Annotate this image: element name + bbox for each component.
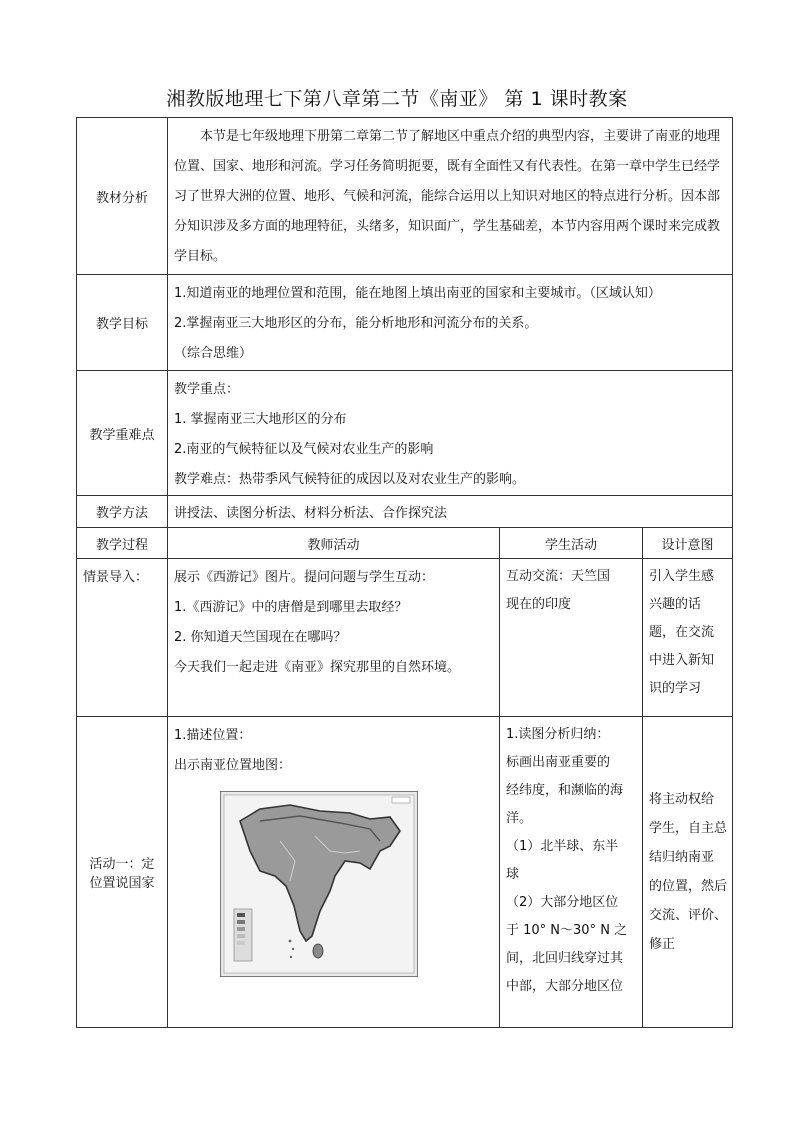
activity-one-student-line: 球 [506,867,520,882]
cell-activity-one-design [643,717,733,1028]
activity-one-student-line: 间，北回归线穿过其 [506,951,624,966]
header-teacher-activity: 教师活动 [168,528,500,559]
legend-swatch [237,934,245,938]
intro-label: 情景导入： [83,570,149,585]
cell-key-points [168,371,733,496]
cell-teaching-goals [168,275,733,371]
cell-intro-student [500,559,643,717]
key-point-line: 1. 掌握南亚三大地形区的分布 [174,412,347,427]
cell-intro-label [77,559,168,717]
intro-teacher-line: 2. 你知道天竺国现在在哪吗？ [174,630,347,645]
intro-design-line: 兴趣的话 [649,597,702,612]
row-textbook-analysis [77,118,733,275]
row-teaching-goals [77,275,733,371]
activity-one-student-line: 标画出南亚重要的 [506,755,611,770]
activity-one-student-line: 中部，大部分地区位 [506,979,624,994]
activity-one-design-line: 学生，自主总 [649,821,728,836]
row-intro [77,559,733,717]
intro-design-line: 题，在交流 [649,625,715,640]
cell-activity-one-teacher [168,717,500,1028]
lesson-plan-table [76,117,733,1028]
cell-intro-design [643,559,733,717]
intro-teacher-line: 1.《西游记》中的唐僧是到哪里去取经？ [174,600,408,615]
key-point-line: 2.南亚的气候特征以及气候对农业生产的影响 [174,442,434,457]
activity-one-design-line: 交流、评价、 [649,908,728,923]
intro-design-line: 中进入新知 [649,653,715,668]
activity-one-design-line: 的位置，然后 [649,879,728,894]
goal-line: 1.知道南亚的地理位置和范围，能在地图上填出南亚的国家和主要城市。（区域认知） [174,286,661,301]
legend-swatch [237,927,245,931]
legend-swatch [237,941,245,945]
row-process-header [77,528,733,559]
key-point-line: 教学难点：热带季风气候特征的成因以及对农业生产的影响。 [174,472,526,487]
header-process: 教学过程 [77,528,168,559]
intro-design-line: 识的学习 [649,681,702,696]
island [313,944,323,958]
island [289,940,292,943]
teaching-methods-text: 讲授法、读图分析法、材料分析法、合作探究法 [174,506,448,521]
south-asia-location-map [220,791,418,977]
cell-textbook-analysis [168,118,733,275]
intro-student-line: 现在的印度 [506,597,572,612]
header-design-intent: 设计意图 [643,528,733,559]
activity-one-label-line: 位置说国家 [89,876,155,891]
legend-swatch [237,920,245,924]
activity-one-label-line: 活动一：定 [89,857,155,872]
label-textbook-analysis: 教材分析 [77,118,168,275]
label-teaching-goals: 教学目标 [77,275,168,371]
cell-activity-one-student [500,717,643,1028]
cell-teaching-methods [168,496,733,528]
map-scale-box [392,797,410,803]
document-title: 湘教版地理七下第八章第二节《南亚》 第 1 课时教案 [166,88,628,110]
intro-design-line: 引入学生感 [649,569,715,584]
activity-one-student-line: 于 10° N～30° N 之 [506,923,628,938]
activity-one-student-line: （2）大部分地区位 [506,895,619,910]
key-point-line: 教学重点： [174,382,240,397]
activity-one-design-line: 将主动权给 [649,792,715,807]
legend-swatch [237,913,245,917]
label-key-points: 教学重难点 [77,371,168,496]
activity-one-design-line: 修正 [649,937,676,952]
island [292,948,294,950]
island [290,956,292,958]
intro-teacher-line: 今天我们一起走进《南亚》探究那里的自然环境。 [174,660,461,675]
activity-one-student-line: （1）北半球、东半 [506,839,619,854]
activity-one-teacher-line: 出示南亚位置地图： [174,758,292,773]
header-student-activity: 学生活动 [500,528,643,559]
intro-teacher-line: 展示《西游记》图片。提问问题与学生互动： [174,570,435,585]
cell-intro-teacher [168,559,500,717]
textbook-analysis-text: 本节是七年级地理下册第二章第二节了解地区中重点介绍的典型内容，主要讲了南亚的地理位置、国家、地形和河流。学习任务简明扼要，既有全面性又有代表性。在第一章中学生已经学习了世界大洲的位置、地形、气候和河流，能综合运用以上知识对地区的特点进行分析。因本部分知识涉及多方面的地理特征，头绪多，知识面广，学生基础差，本节内容用两个课时来完成教学目标。 [174,129,721,264]
activity-one-student-line: 洋。 [506,811,533,826]
row-teaching-methods [77,496,733,528]
activity-one-student-line: 1.读图分析归纳： [506,727,610,742]
goal-line: （综合思维） [174,346,253,361]
cell-activity-one-label [77,717,168,1028]
label-teaching-methods: 教学方法 [77,496,168,528]
row-key-points [77,371,733,496]
intro-student-line: 互动交流：天竺国 [506,569,611,584]
goal-line: 2.掌握南亚三大地形区的分布，能分析地形和河流分布的关系。 [174,316,538,331]
row-activity-one [77,717,733,1028]
activity-one-teacher-line: 1.描述位置： [174,728,252,743]
activity-one-design-line: 结归纳南亚 [649,850,715,865]
activity-one-student-line: 经纬度，和濒临的海 [506,783,624,798]
